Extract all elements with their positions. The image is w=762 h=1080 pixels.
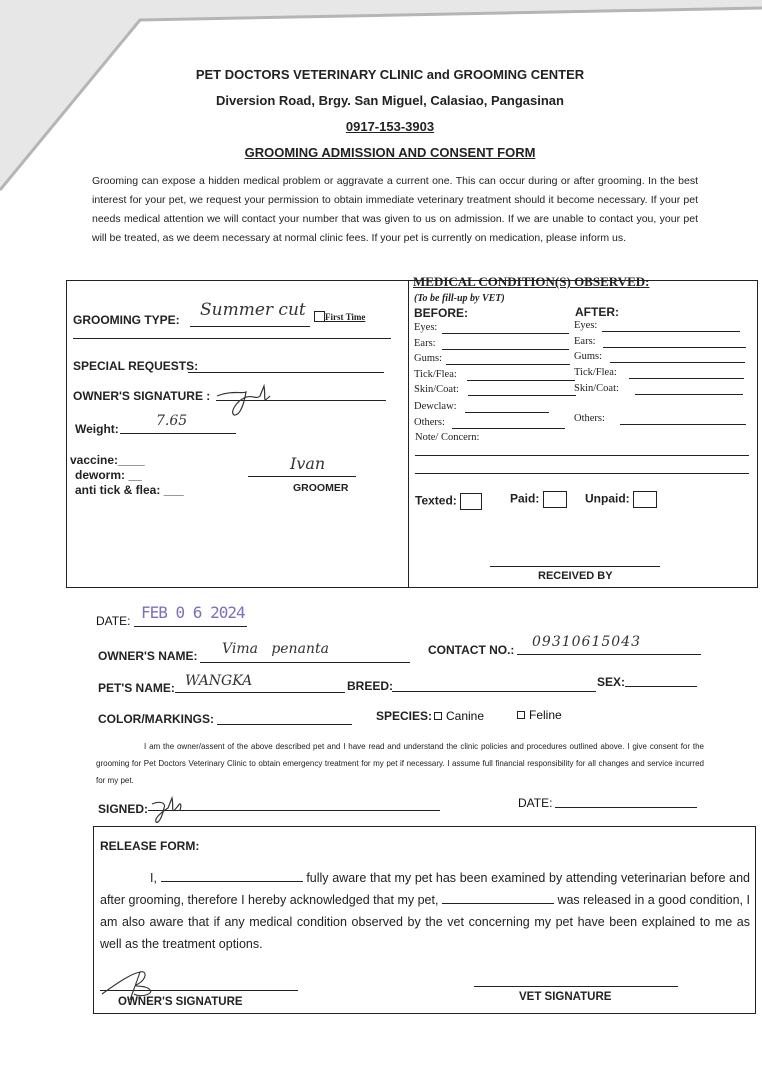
release-title: RELEASE FORM: xyxy=(100,839,200,853)
consent-text: I am the owner/assent of the above described pet and I have read and understand the clinic policies and procedures outlined above. I give consent for the grooming for Pet Doctors Veterinary Clinic to obtain emergency treatment for my pet if necessary. I assume full financial responsibility for all changes and service incurred for my pet. xyxy=(96,742,704,785)
after-item-label: Eyes: xyxy=(574,320,598,331)
after-item-label: Ears: xyxy=(574,336,596,347)
before-item-line[interactable] xyxy=(452,428,565,429)
texted-label: Texted: xyxy=(415,493,457,508)
release-text-2: fully aware that my pet has been examined by attending veterinarian before and after grooming, therefore I hereby acknowledged that my pet, xyxy=(100,871,750,907)
paid-field xyxy=(510,491,567,508)
unpaid-label: Unpaid: xyxy=(585,491,630,506)
contact-value[interactable]: 09310615043 xyxy=(532,634,641,650)
after-item-label: Others: xyxy=(574,413,605,424)
weight-line xyxy=(120,433,236,434)
before-label: BEFORE: xyxy=(414,306,468,320)
received-by-line[interactable] xyxy=(490,566,660,567)
after-item-line[interactable] xyxy=(610,362,745,363)
grooming-type-line xyxy=(190,326,310,327)
owner-signature-scribble xyxy=(212,382,282,420)
before-item-line[interactable] xyxy=(442,333,569,334)
intro-paragraph: Grooming can expose a hidden medical problem or aggravate a current one. This can occur during or after grooming. In the best interest for your pet, we request your permission to obtain immediate veterinary treatment should it become necessary. If your pet needs medical attention we will contact your number that was given to us on admission. If we are unable to contact you, your pet will be treated, as we deem necessary at normal clinic fees. If your pet is currently on medication, please inform us. xyxy=(92,175,698,244)
before-item-line[interactable] xyxy=(467,380,575,381)
special-requests-line[interactable] xyxy=(188,372,384,373)
release-owner-signature-label: OWNER'S SIGNATURE xyxy=(118,996,243,1008)
before-item-line[interactable] xyxy=(465,412,549,413)
before-item-label: Dewclaw: xyxy=(414,401,457,412)
texted-field xyxy=(415,493,482,510)
paid-label: Paid: xyxy=(510,491,540,506)
after-item-line[interactable] xyxy=(620,424,746,425)
clinic-name: PET DOCTORS VETERINARY CLINIC and GROOMING CENTER xyxy=(195,67,585,82)
after-item-line[interactable] xyxy=(602,331,740,332)
vet-signature-line[interactable] xyxy=(474,986,678,987)
after-item-line[interactable] xyxy=(635,394,743,395)
species-feline-option[interactable] xyxy=(517,708,562,722)
after-item-label: Tick/Flea: xyxy=(574,367,617,378)
sex-label: SEX: xyxy=(597,675,626,689)
groomer-line xyxy=(248,476,356,477)
weight-value[interactable]: 7.65 xyxy=(156,413,188,429)
before-item-line[interactable] xyxy=(468,395,576,396)
owner-name-value[interactable]: Vima penanta xyxy=(222,641,329,657)
species-canine-option[interactable] xyxy=(434,709,484,723)
first-time-label: First Time xyxy=(325,312,366,322)
release-pet-name-line[interactable] xyxy=(442,893,554,904)
before-item-label: Eyes: xyxy=(414,322,438,333)
after-item-line[interactable] xyxy=(629,378,744,379)
before-item-label: Skin/Coat: xyxy=(414,384,459,395)
color-markings-line[interactable] xyxy=(217,724,352,725)
date-stamp[interactable]: FEB 0 6 2024 xyxy=(141,603,245,622)
paid-checkbox[interactable] xyxy=(543,491,567,508)
signed-date-line[interactable] xyxy=(555,807,697,808)
received-by-label: RECEIVED BY xyxy=(538,570,613,582)
release-text-3: was released in a good condition, I am also aware that if any medical condition observed by the vet concerning my pet have been explained to me as well as the treatment options. xyxy=(100,893,750,951)
canine-label: Canine xyxy=(446,709,485,723)
owner-signature-label: OWNER'S SIGNATURE : xyxy=(73,389,211,403)
after-item-label: Skin/Coat: xyxy=(574,383,619,394)
signed-date-label: DATE: xyxy=(518,796,553,810)
after-item-label: Gums: xyxy=(574,351,603,362)
grooming-type-label: GROOMING TYPE: xyxy=(73,313,180,327)
release-owner-name-line[interactable] xyxy=(161,871,303,882)
sex-line[interactable] xyxy=(625,686,697,687)
signed-line[interactable] xyxy=(148,810,440,811)
before-item-line[interactable] xyxy=(446,364,570,365)
deworm-label: deworm: __ xyxy=(75,468,142,482)
color-markings-label: COLOR/MARKINGS: xyxy=(98,712,214,726)
before-item-label: Ears: xyxy=(414,338,436,349)
grooming-type-value[interactable]: Summer cut xyxy=(200,300,306,320)
vet-signature-label: VET SIGNATURE xyxy=(519,991,612,1003)
owner-name-line xyxy=(200,662,410,663)
groomer-value[interactable]: Ivan xyxy=(290,454,326,473)
feline-label: Feline xyxy=(529,708,562,722)
owner-name-label: OWNER'S NAME: xyxy=(98,649,198,663)
note-concern-label: Note/ Concern: xyxy=(415,432,480,443)
note-line-1[interactable] xyxy=(415,455,749,456)
release-paragraph xyxy=(100,867,750,955)
vaccine-label: vaccine:____ xyxy=(70,453,145,467)
pet-name-label: PET'S NAME: xyxy=(98,681,175,695)
grooming-type-line-2 xyxy=(73,338,391,339)
contact-line xyxy=(517,654,701,655)
after-item-line[interactable] xyxy=(603,347,746,348)
signed-scribble xyxy=(148,794,188,828)
note-line-2[interactable] xyxy=(415,473,749,474)
anti-tick-label: anti tick & flea: ___ xyxy=(75,483,184,497)
first-time-checkbox[interactable] xyxy=(314,311,325,322)
release-i: I, xyxy=(150,871,157,885)
contact-label: CONTACT NO.: xyxy=(428,643,515,657)
pet-name-line xyxy=(175,692,345,693)
pet-name-value[interactable]: WANGKA xyxy=(185,673,253,689)
medical-title: MEDICAL CONDITION(S) OBSERVED: xyxy=(413,274,650,289)
before-item-label: Tick/Flea: xyxy=(414,369,457,380)
unpaid-field xyxy=(585,491,657,508)
texted-checkbox[interactable] xyxy=(460,493,482,510)
special-requests-label: SPECIAL REQUESTS: xyxy=(73,359,199,373)
before-item-line[interactable] xyxy=(442,349,569,350)
clinic-phone: 0917-153-3903 xyxy=(345,119,435,134)
box-divider xyxy=(408,280,409,588)
medical-subtitle: (To be fill-up by VET) xyxy=(414,293,505,304)
signed-label: SIGNED: xyxy=(98,802,149,816)
breed-line[interactable] xyxy=(392,691,596,692)
unpaid-checkbox[interactable] xyxy=(633,491,657,508)
before-item-label: Others: xyxy=(414,417,445,428)
clinic-address: Diversion Road, Brgy. San Miguel, Calasiao, Pangasinan xyxy=(216,93,564,108)
species-label: SPECIES: xyxy=(376,709,433,723)
breed-label: BREED: xyxy=(347,679,394,693)
date-label: DATE: xyxy=(96,614,131,628)
date-line xyxy=(134,626,247,627)
form-title: GROOMING ADMISSION AND CONSENT FORM xyxy=(244,145,536,160)
groomer-label: GROOMER xyxy=(293,482,349,494)
canine-checkbox[interactable] xyxy=(434,712,442,720)
weight-label: Weight: xyxy=(75,422,119,436)
after-label: AFTER: xyxy=(575,305,619,319)
feline-checkbox[interactable] xyxy=(517,711,525,719)
before-item-label: Gums: xyxy=(414,353,443,364)
